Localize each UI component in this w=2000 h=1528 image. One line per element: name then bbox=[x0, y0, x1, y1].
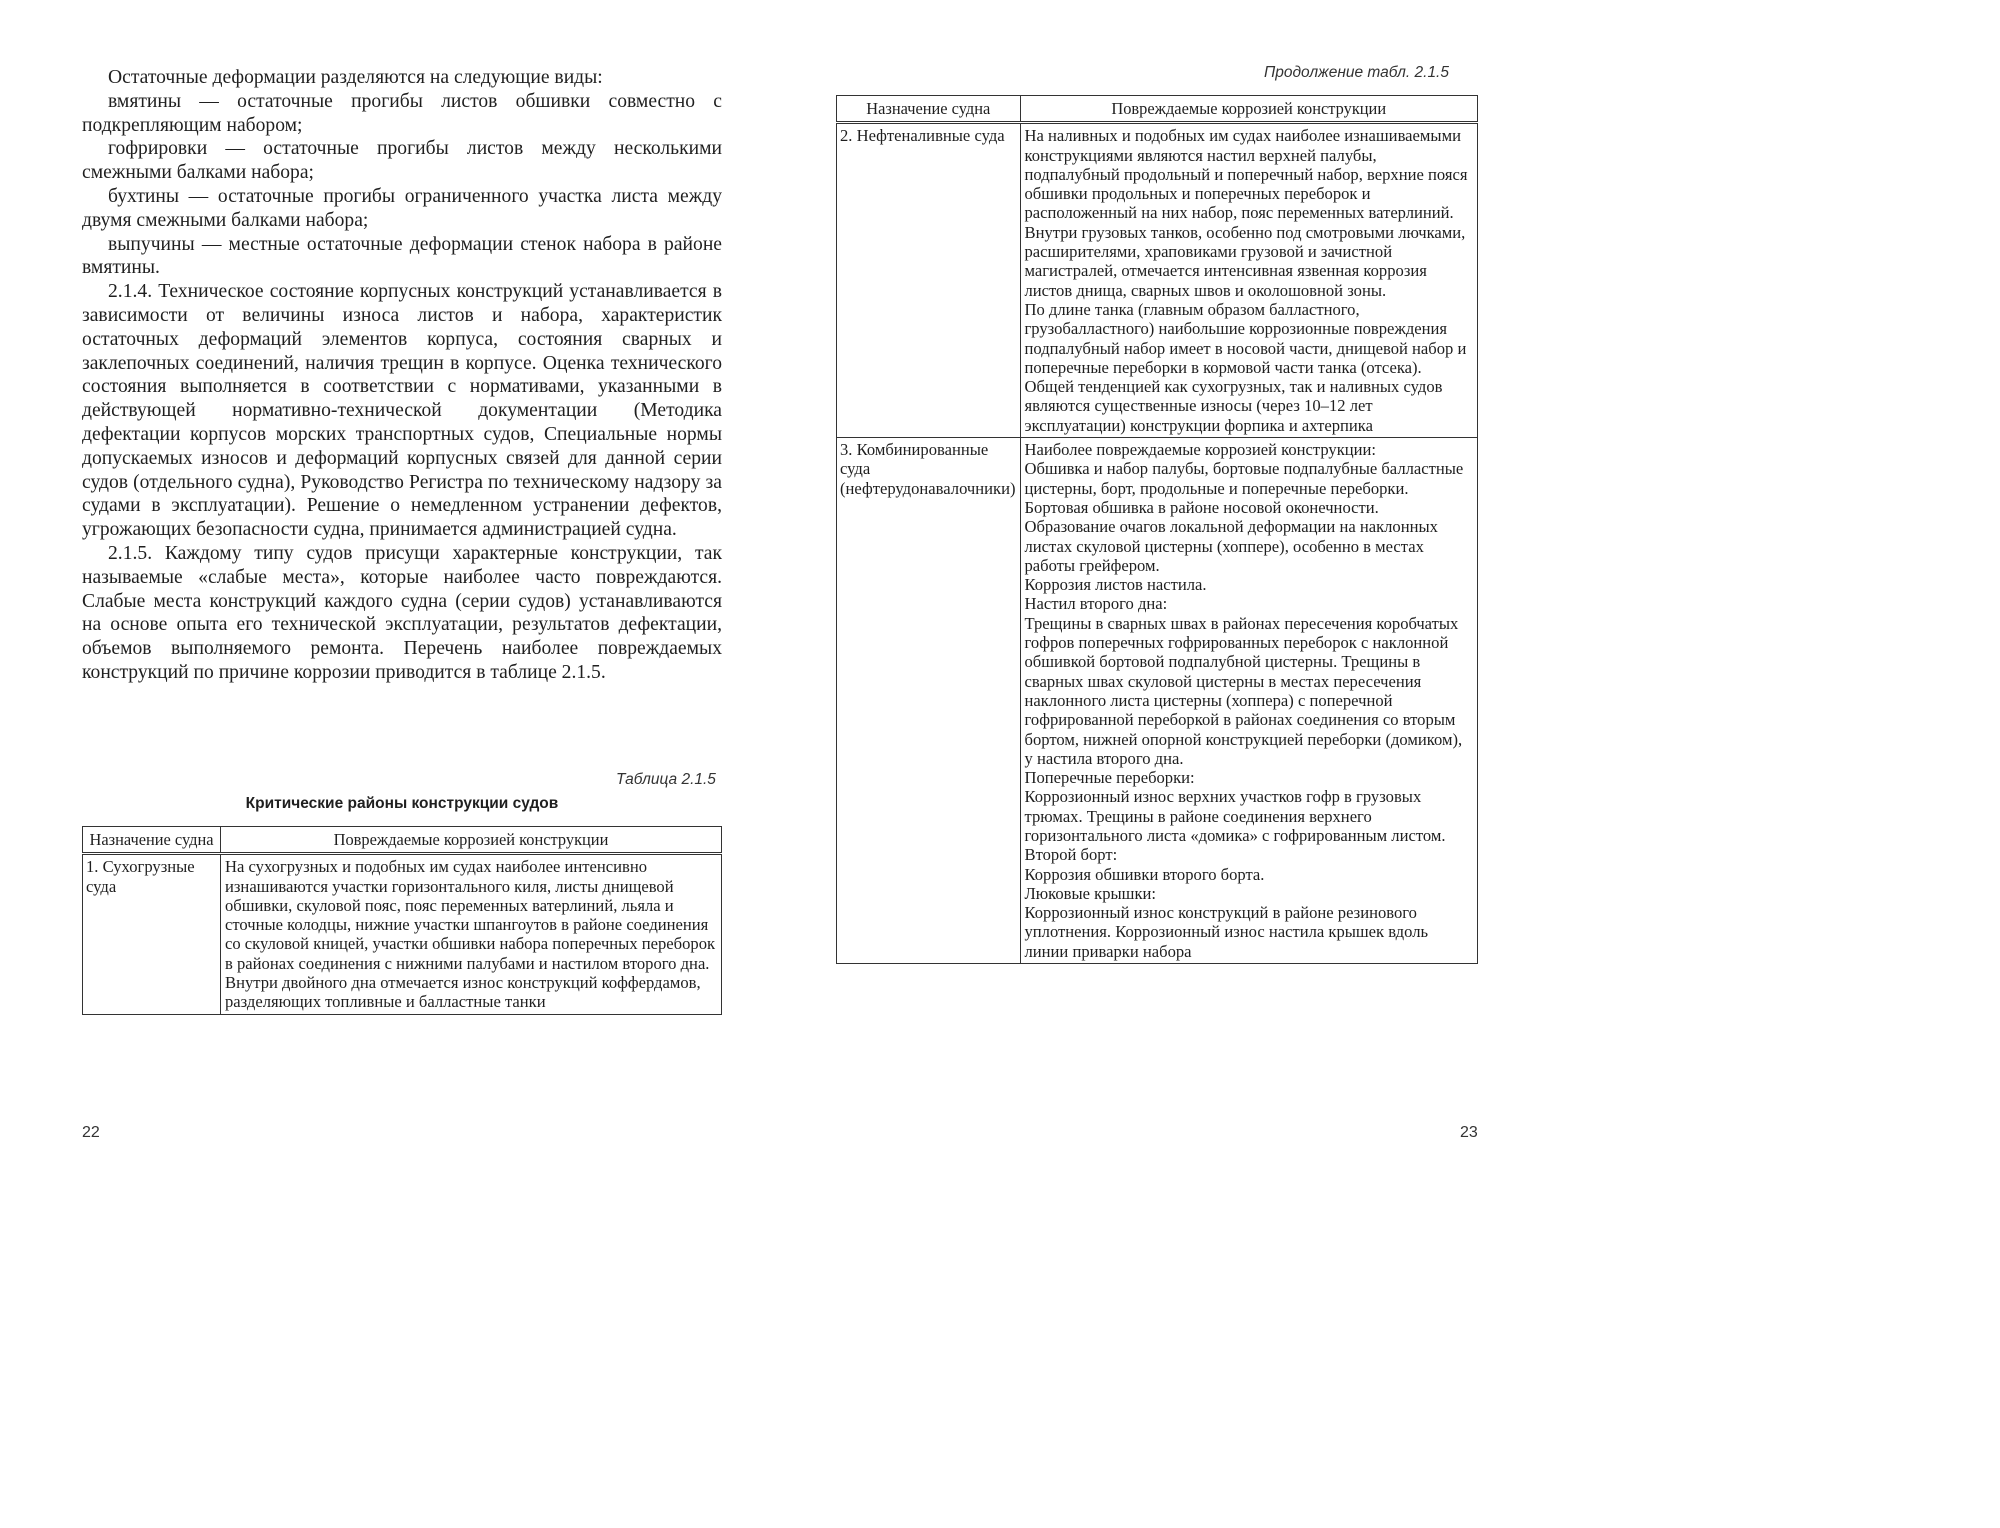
table-label: Таблица 2.1.5 bbox=[616, 771, 716, 788]
paragraph: выпучины — местные остаточные деформации стенок набора в районе вмятины. bbox=[82, 233, 722, 279]
continuation-label: Продолжение табл. 2.1.5 bbox=[1264, 64, 1449, 81]
description-cell: На сухогрузных и подобных им судах наиболее интенсивно изнашиваются участки горизонтального киля, листы днищевой обшивки, скуловой пояс, пояс переменных ватерлиний, льяла и сточные колодцы, нижние участки шпангоутов в районе соединения со скуловой кницей, участки обшивки набора поперечных переборок в районах соединения с нижними палубами и настилом второго дна. Внутри двойного дна отмечается износ конструкций коффердамов, разделяющих топливные и балластные танки bbox=[221, 854, 722, 1014]
page-number: 22 bbox=[82, 1124, 100, 1141]
table-row bbox=[83, 854, 722, 1014]
table-header-row bbox=[83, 827, 722, 854]
description-line: Бортовая обшивка в районе носовой оконечности. Образование очагов локальной деформации на наклонных листах скуловой цистерны (хоппере), особенно в местах работы грейфером. bbox=[1024, 497, 1438, 575]
paragraph: Остаточные деформации разделяются на следующие виды: bbox=[108, 67, 603, 88]
description-line: Трещины в сварных швах в районах пересечения коробчатых гофров поперечных гофрированных переборок с наклонной обшивкой бортовой подпалубной цистерны. Трещины в сварных швах скуловой цистерны в местах пересечения наклонного листа цистерны (хоппера) с поперечной гофрированной переборкой в районах соединения со вторым бортом, нижней опорной конструкцией переборки (домиком), у настила второго дна. bbox=[1024, 613, 1463, 768]
description-line: Настил второго дна: bbox=[1024, 594, 1168, 614]
description-line: Обшивка и набор палубы, бортовые подпалубные балластные цистерны, борт, продольные и поперечные переборки. bbox=[1024, 459, 1464, 498]
header-vessel-type: Назначение судна bbox=[83, 827, 221, 854]
vessel-type-cell: 2. Нефтеналивные суда bbox=[837, 123, 1021, 438]
vessel-type-cell: 3. Комбинированные суда (нефтерудонавалочники) bbox=[837, 438, 1021, 964]
paragraph: 2.1.5. Каждому типу судов присущи характерные конструкции, так называемые «слабые места», которые наиболее часто повреждаются. Слабые места конструкций каждого судна (серии судов) устанавливаются на основе опыта его технической эксплуатации, результатов дефектации, объемов выполняемого ремонта. Перечень наиболее повреждаемых конструкций по причине коррозии приводится в таблице 2.1.5. bbox=[82, 542, 722, 683]
table-title: Критические районы конструкции судов bbox=[245, 795, 559, 812]
description-cell bbox=[1020, 438, 1478, 964]
description-line: Коррозия обшивки второго борта. bbox=[1024, 864, 1265, 884]
description-paragraph: По длине танка (главным образом балластного, грузобалластного) наибольшие коррозионные повреждения подпалубный набор имеет в носовой части, днищевой набор и поперечные переборки в кормовой части танка (отсека). Общей тенденцией как сухогрузных, так и наливных судов являются существенные износы (через 10–12 лет эксплуатации) конструкции форпика и ахтерпика bbox=[1024, 299, 1467, 435]
table-row bbox=[837, 438, 1478, 964]
description-line: Коррозионный износ верхних участков гофр в грузовых трюмах. Трещины в районе соединения верхнего горизонтального листа «домика» с гофрированным листом. bbox=[1024, 787, 1446, 845]
page-number: 23 bbox=[1460, 1124, 1478, 1141]
description-cell bbox=[1020, 123, 1478, 438]
description-line: Коррозионный износ конструкций в районе резинового уплотнения. Коррозионный износ настила крышек вдоль линии приварки набора bbox=[1024, 903, 1429, 961]
paragraph: гофрировки — остаточные прогибы листов между несколькими смежными балками набора; bbox=[82, 138, 722, 184]
vessel-type-cell: 1. Сухогрузные суда bbox=[83, 854, 221, 1014]
description-line: Второй борт: bbox=[1024, 845, 1118, 865]
paragraph: вмятины — остаточные прогибы листов обшивки совместно с подкрепляющим набором; bbox=[82, 90, 722, 136]
description-line: Люковые крышки: bbox=[1024, 883, 1157, 903]
critical-areas-table-part-2 bbox=[836, 95, 1478, 964]
description-line: Поперечные переборки: bbox=[1024, 768, 1195, 788]
paragraph: бухтины — остаточные прогибы ограниченного участка листа между двумя смежными балками набора; bbox=[82, 185, 722, 231]
paragraph: 2.1.4. Техническое состояние корпусных конструкций устанавливается в зависимости от величины износа листов и набора, характеристик остаточных деформаций элементов корпуса, состояния сварных и заклепочных соединений, наличия трещин в корпусе. Оценка технического состояния выполняется в соответствии с нормативами, указанными в действующей нормативно-технической документации (Методика дефектации корпусов морских транспортных судов, Специальные нормы допускаемых износов и деформаций корпусных связей для данной серии судов (отдельного судна), Руководство Регистра по техническому надзору за судами в эксплуатации). Решение о немедленном устранении дефектов, угрожающих безопасности судна, принимается администрацией судна. bbox=[82, 281, 722, 541]
left-page bbox=[0, 0, 784, 1198]
body-text bbox=[82, 66, 722, 685]
description-line: Коррозия листов настила. bbox=[1024, 575, 1207, 595]
table-row bbox=[837, 123, 1478, 438]
table-header-row bbox=[837, 96, 1478, 123]
description-line: Наиболее повреждаемые коррозией конструкции: bbox=[1024, 440, 1377, 460]
right-page bbox=[784, 0, 1568, 1198]
header-damaged-structures: Повреждаемые коррозией конструкции bbox=[221, 827, 722, 854]
header-vessel-type: Назначение судна bbox=[837, 96, 1021, 123]
header-damaged-structures: Повреждаемые коррозией конструкции bbox=[1020, 96, 1478, 123]
critical-areas-table-part-1 bbox=[82, 826, 722, 1015]
description-paragraph: На наливных и подобных им судах наиболее изнашиваемыми конструкциями являются настил верхней палубы, подпалубный продольный и поперечный набор, верхние пояся обшивки продольных и поперечных переборок и расположенный на них набор, пояс переменных ватерлиний. Внутри грузовых танков, особенно под смотровыми лючками, расширителями, храповиками грузовой и зачистной магистралей, отмечается интенсивная язвенная коррозия листов днища, сварных швов и околошовной зоны. bbox=[1024, 126, 1468, 300]
